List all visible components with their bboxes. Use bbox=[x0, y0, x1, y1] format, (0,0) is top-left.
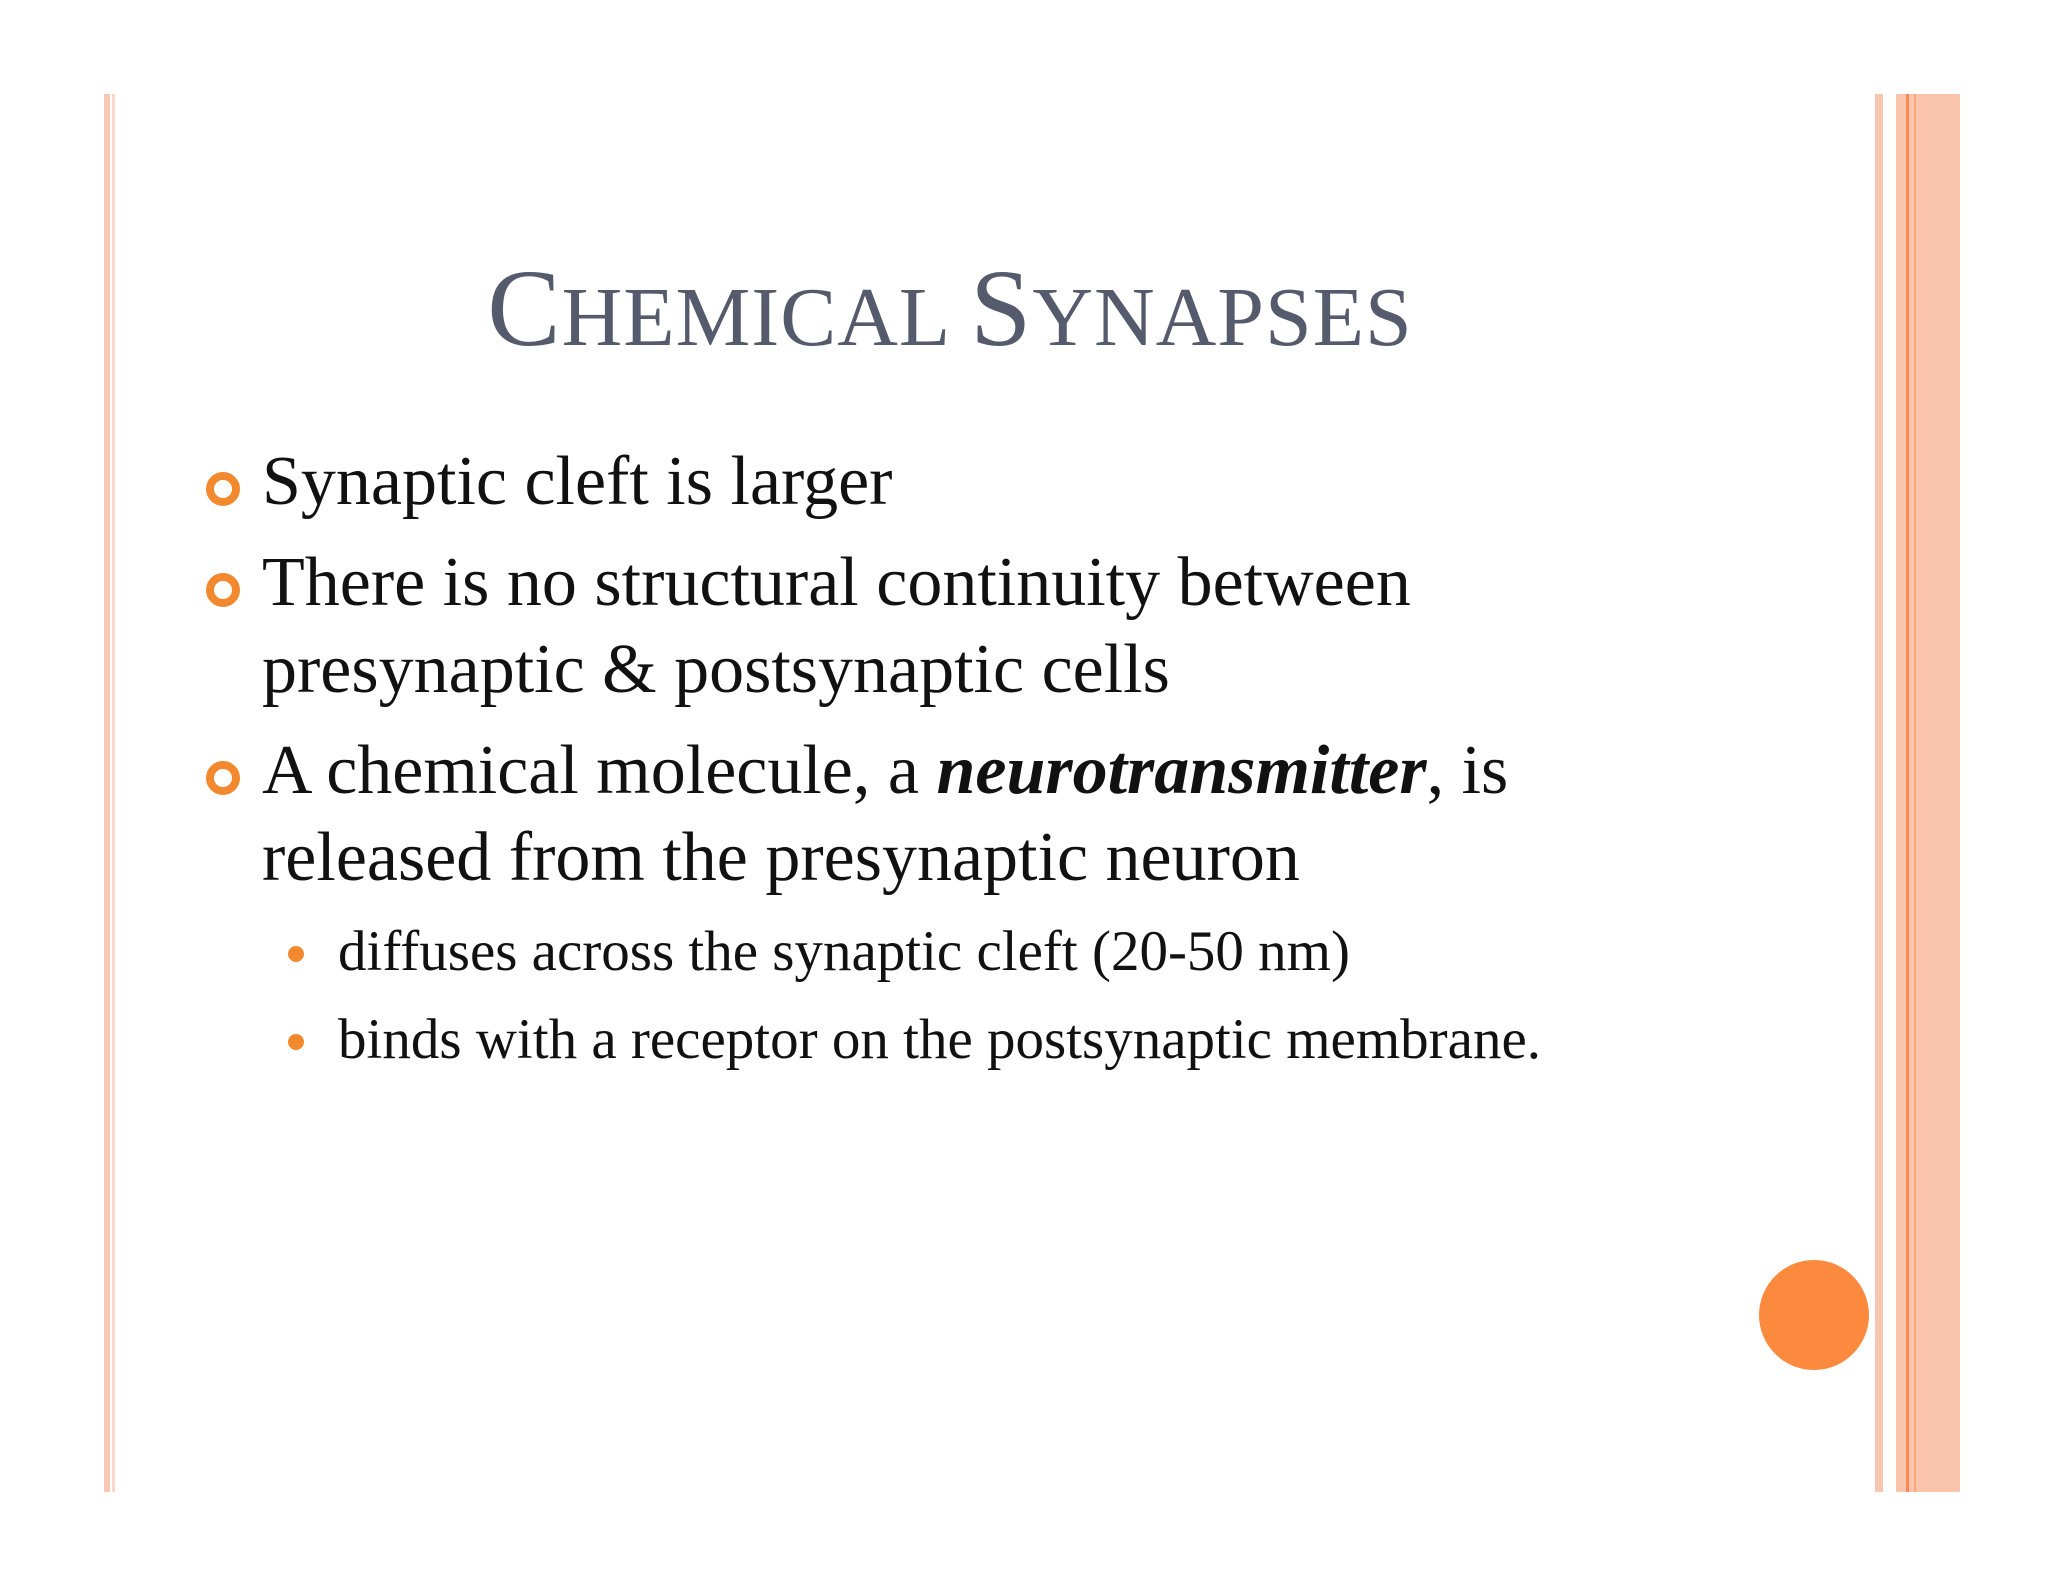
orange-circle-decoration bbox=[1759, 1260, 1869, 1370]
slide-title: CHEMICAL SYNAPSES bbox=[487, 247, 1413, 369]
bullet-text: Synaptic cleft is larger bbox=[262, 443, 893, 520]
bullet-text: A chemical molecule, a bbox=[262, 732, 937, 809]
dot-bullet-icon bbox=[288, 1034, 304, 1050]
ring-bullet-icon bbox=[206, 472, 240, 506]
sub-bullet-text: diffuses across the synaptic cleft (20-50 nm) bbox=[338, 920, 1351, 983]
bullet-item bbox=[262, 727, 1722, 901]
sub-bullet-text: binds with a receptor on the postsynaptic membrane. bbox=[338, 1008, 1542, 1071]
dot-bullet-icon bbox=[288, 946, 304, 962]
right-band-stripe-thin bbox=[1914, 94, 1916, 1492]
sub-bullet-item bbox=[338, 1003, 1722, 1077]
bullet-item bbox=[262, 539, 1722, 713]
bullet-text: There is no structural continuity between presynaptic & postsynaptic cells bbox=[262, 544, 1411, 708]
ring-bullet-icon bbox=[206, 761, 240, 795]
bullet-item bbox=[262, 438, 1722, 525]
bullet-text: , is released from the presynaptic neuron bbox=[262, 732, 1509, 896]
slide-body bbox=[262, 438, 1722, 1091]
right-band-stripe bbox=[1906, 94, 1909, 1492]
sub-bullet-item bbox=[338, 915, 1722, 989]
ring-bullet-icon bbox=[206, 573, 240, 607]
emphasized-term: neurotransmitter bbox=[936, 732, 1427, 809]
